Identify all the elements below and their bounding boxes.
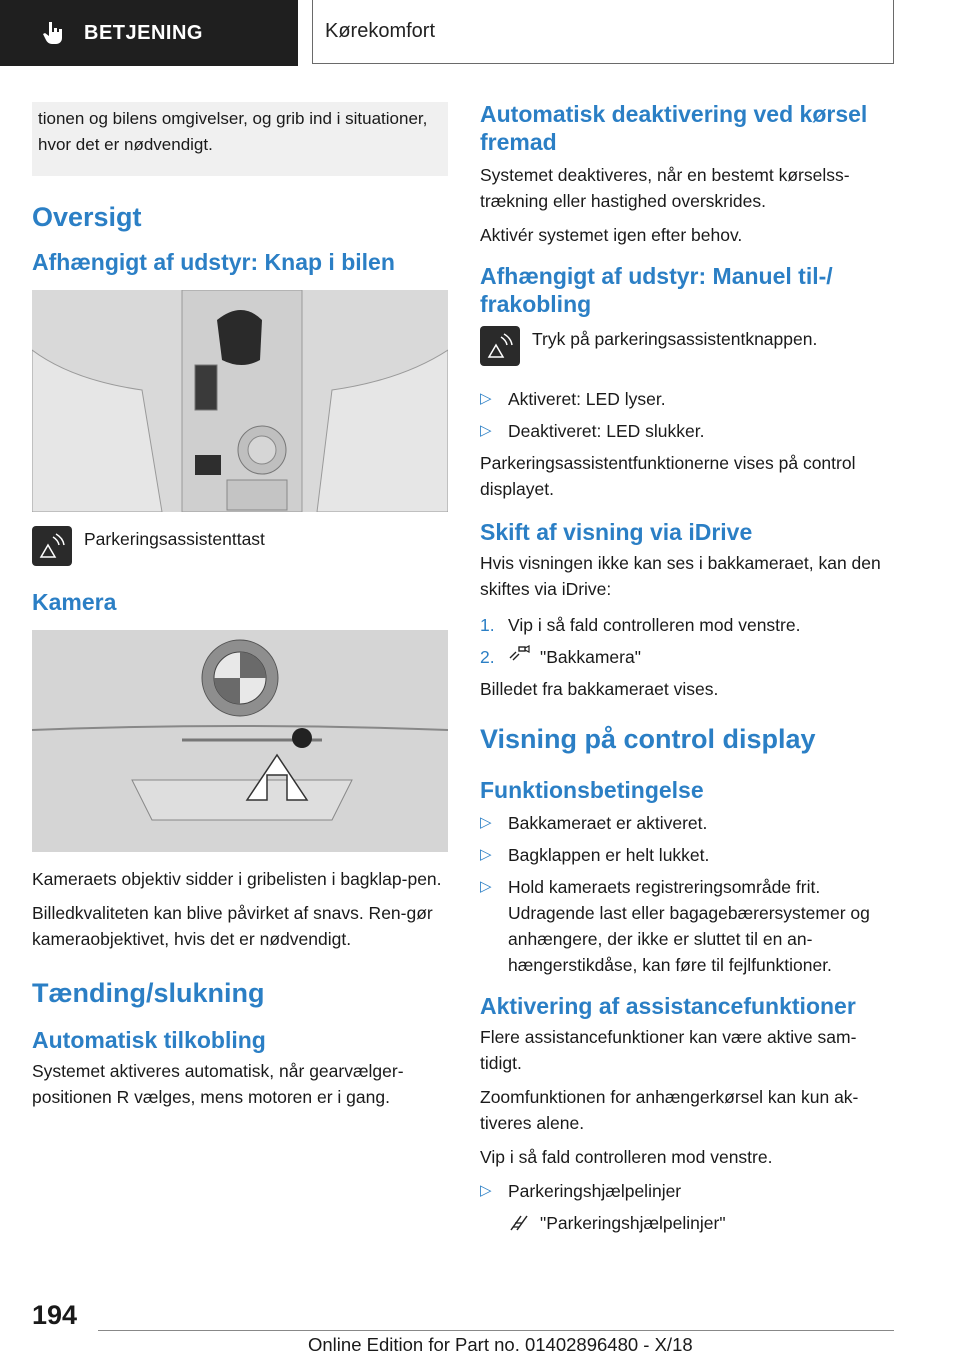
akt-paragraph-2: Zoomfunktionen for anhængerkørsel kan kun ak-tiveres alene. (480, 1087, 859, 1133)
left-column (32, 102, 448, 1118)
console-illustration (32, 290, 448, 512)
heading-knap-i-bilen: Afhængigt af udstyr: Knap i bilen (32, 249, 395, 275)
list-item: ▷ Hold kameraets registreringsområde frit. Udragende last eller bagagebærersystemer og anhængere, der ikke er sluttet til en an-hængerstikdåse, kan føre til fejlfunktioner. (480, 874, 896, 978)
kamera-paragraph-2: Billedkvaliteten kan blive påvirket af snavs. Ren-gør kameraobjektivet, hvis det er nødvendigt. (32, 903, 433, 949)
triangle-bullet-icon: ▷ (480, 814, 492, 831)
park-assist-icon-line (32, 526, 448, 566)
heading-kamera: Kamera (32, 589, 117, 615)
chapter-label: Kørekomfort (325, 20, 436, 42)
step-item: 1. Vip i så fald controlleren mod venstre. (480, 615, 801, 635)
page-number: 194 (32, 1300, 78, 1330)
right-column (480, 100, 896, 1236)
akt-paragraph-1: Flere assistancefunktioner kan være aktive sam-tidigt. (480, 1027, 857, 1073)
list-item: ▷ Parkeringshjælpelinjer (480, 1178, 896, 1204)
triangle-bullet-icon: ▷ (480, 1182, 492, 1199)
park-assist-icon (32, 526, 72, 566)
heading-aktivering: Aktivering af assistancefunktioner (480, 993, 856, 1019)
camera-illustration (32, 630, 448, 852)
auto-til-paragraph: Systemet aktiveres automatisk, når gearvælger-positionen R vælges, mens motoren er i gang. (32, 1061, 404, 1107)
akt-sub-line: "Parkeringshjælpelinjer" (480, 1210, 896, 1236)
skift-steps (480, 612, 896, 670)
hand-pointer-icon (40, 20, 66, 46)
heading-manuel: Afhængigt af udstyr: Manuel til-/ frakobling (480, 263, 833, 317)
akt-list (480, 1178, 896, 1204)
heading-funktionsbetingelse: Funktionsbetingelse (480, 777, 704, 803)
edition-text: Online Edition for Part no. 01402896480 - X/18 (308, 1334, 693, 1355)
step-item: 2. "Bakkamera" (480, 644, 896, 670)
list-item: ▷ Bakkameraet er aktiveret. (480, 810, 896, 836)
triangle-bullet-icon: ▷ (480, 422, 492, 439)
manuel-list (480, 386, 896, 444)
triangle-bullet-icon: ▷ (480, 846, 492, 863)
list-item: ▷ Deaktiveret: LED slukker. (480, 418, 896, 444)
funk-list (480, 810, 896, 978)
page-footer (0, 1290, 960, 1362)
intro-box (32, 102, 448, 176)
chapter-tab[interactable] (312, 0, 894, 64)
section-tab[interactable] (0, 0, 298, 66)
heading-automatisk-tilkobling: Automatisk tilkobling (32, 1027, 266, 1053)
skift-paragraph-2: Billedet fra bakkameraet vises. (480, 679, 719, 699)
park-assist-button-icon (480, 326, 520, 366)
deakt-paragraph-2: Aktivér systemet igen efter behov. (480, 225, 743, 245)
heading-automatisk-deaktivering: Automatisk deaktivering ved kørsel fremad (480, 101, 868, 155)
center-console-drawing (32, 290, 448, 512)
triangle-bullet-icon: ▷ (480, 878, 492, 895)
manuel-icon-text: Tryk på parkeringsassistentknappen. (532, 329, 818, 349)
icon-caption: Parkeringsassistenttast (84, 529, 265, 549)
manuel-icon-line (480, 326, 896, 366)
guidelines-icon (508, 1214, 530, 1232)
heading-taending: Tænding/slukning (32, 978, 265, 1008)
deakt-paragraph-1: Systemet deaktiveres, når en bestemt kørselss-trækning eller hastighed overskrides. (480, 165, 850, 211)
list-item: ▷ Bagklappen er helt lukket. (480, 842, 896, 868)
manuel-paragraph: Parkeringsassistentfunktionerne vises på control displayet. (480, 453, 856, 499)
page-header (0, 0, 960, 66)
akt-paragraph-3: Vip i så fald controlleren mod venstre. (480, 1147, 773, 1167)
tailgate-camera-drawing (32, 630, 448, 852)
section-label: BETJENING (84, 21, 203, 44)
triangle-bullet-icon: ▷ (480, 390, 492, 407)
intro-text: tionen og bilens omgivelser, og grib ind i situationer, hvor det er nødvendigt. (38, 109, 428, 154)
rear-camera-icon (508, 644, 530, 662)
footer-divider (98, 1330, 894, 1331)
list-item: ▷ Aktiveret: LED lyser. (480, 386, 896, 412)
heading-visning: Visning på control display (480, 724, 816, 754)
heading-skift: Skift af visning via iDrive (480, 519, 753, 545)
kamera-paragraph-1: Kameraets objektiv sidder i gribelisten i bagklap-pen. (32, 869, 442, 889)
skift-paragraph: Hvis visningen ikke kan ses i bakkameraet, kan den skiftes via iDrive: (480, 553, 881, 599)
heading-oversigt: Oversigt (32, 202, 142, 232)
